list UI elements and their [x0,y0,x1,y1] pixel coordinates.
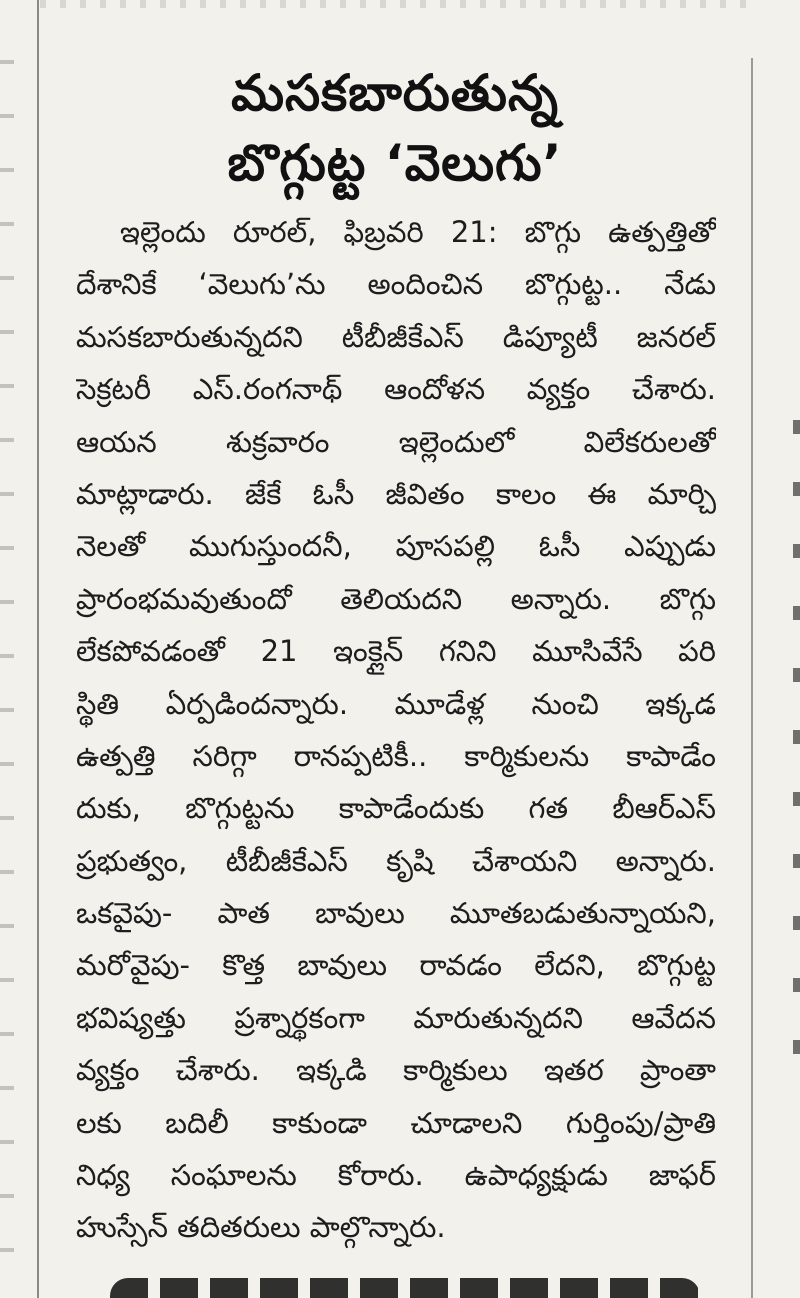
body-line: నెలతో ముగుస్తుందనీ, పూసపల్లి ఓసీ ఎప్పుడు [76,529,716,564]
body-line: ప్రారంభమవుతుందో తెలియదని అన్నారు. బొగ్గు [76,581,716,616]
body-line: లకు బదిలీ కాకుండా చూడాలని గుర్తింపు/ప్రాతి [76,1105,716,1140]
body-line: మరోవైపు- కొత్త బావులు రావడం లేదని, బొగ్గుట్ట [76,948,716,983]
column-rule-right [751,58,753,1298]
body-line: ఆయన శుక్రవారం ఇల్లెందులో విలేకరులతో [76,424,716,459]
body-line: స్థితి ఏర్పడిందన్నారు. మూడేళ్ల నుంచి ఇక్కడ [76,686,716,721]
body-line: లేకపోవడంతో 21 ఇంక్లైన్ గనిని మూసివేసే పరి [76,634,716,669]
body-line: నిధ్య సంఘాలను కోరారు. ఉపాధ్యక్షుడు జాఫర్ [76,1158,716,1193]
body-line: హుస్సేన్ తదితరులు పాల్గొన్నారు. [76,1210,446,1245]
article-headline [40,58,750,198]
body-line: ప్రభుత్వం, టీబీజీకేఎస్ కృషి చేశాయని అన్నారు. [76,843,716,878]
column-rule-left [37,0,39,1298]
body-line: దుకు, బొగ్గుట్టను కాపాడేందుకు గత బీఆర్ఎస్ [76,791,716,826]
adjacent-column-fragment-left [0,60,14,1260]
body-line: వ్యక్తం చేశారు. ఇక్కడి కార్మికులు ఇతర ప్రాంతా [76,1053,716,1088]
body-line: ఉత్పత్తి సరిగ్గా రానప్పటికీ.. కార్మికులను కాపాడేం [76,738,716,773]
body-line: దేశానికే ‘వెలుగు’ను అందించిన బొగ్గుట్ట.. నేడు [76,267,716,302]
article-body [76,206,716,1254]
body-line: భవిష్యత్తు ప్రశ్నార్థకంగా మారుతున్నదని ఆవేదన [76,1000,716,1035]
previous-article-fragment [40,0,750,8]
body-line: మసకబారుతున్నదని టీబీజీకేఎస్ డిప్యూటీ జనరల్ [76,319,716,354]
body-line: ఒకవైపు- పాత బావులు మూతబడుతున్నాయని, [76,896,716,931]
body-line: మాట్లాడారు. జేకే ఓసీ జీవితం కాలం ఈ మార్చి [76,476,716,511]
next-article-headline-fragment [110,1268,700,1298]
headline-line: బొగ్గుట్ట ‘వెలుగు’ [227,134,563,192]
body-line: ఇల్లెందు రూరల్, ఫిబ్రవరి 21: బొగ్గు ఉత్పత్తితో [120,215,716,249]
adjacent-column-fragment-right [793,420,800,1060]
cut-off-headline-strokes [110,1278,700,1298]
headline-line: మసకబారుతున్న [231,64,559,122]
body-line: సెక్రటరీ ఎస్.రంగనాథ్ ఆందోళన వ్యక్తం చేశారు. [76,372,716,407]
